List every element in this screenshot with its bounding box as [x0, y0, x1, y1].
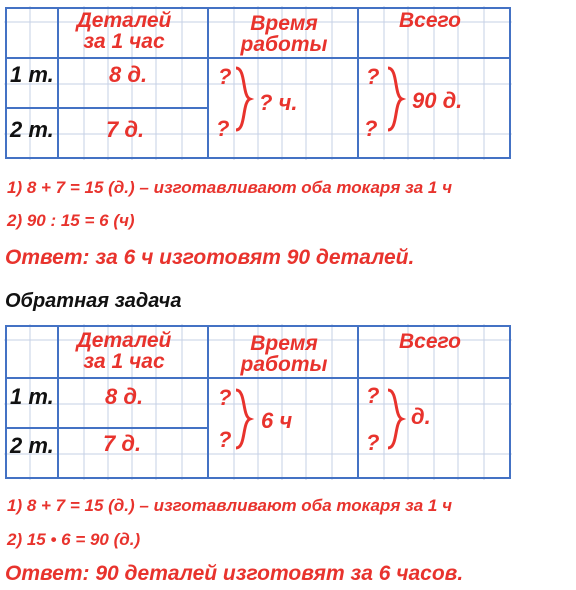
table-1-total-brace	[384, 66, 408, 132]
inverse-problem-title: Обратная задача	[5, 290, 182, 312]
problem-1-step-2: 2) 90 : 15 = 6 (ч)	[7, 211, 135, 230]
table-1-header-rate: Деталей за 1 час	[76, 9, 172, 53]
problem-1-step-1: 1) 8 + 7 = 15 (д.) – изготавливают оба токаря за 1 ч	[7, 178, 452, 197]
table-2-header-total: Всего	[398, 330, 462, 353]
table-2-row-2-time-q: ?	[218, 427, 232, 452]
table-2-total-brace	[384, 388, 408, 450]
table-2-row-1-label: 1 т.	[10, 384, 54, 409]
table-2-header-time: Время работы	[240, 332, 328, 376]
table-1-row-2-label: 2 т.	[10, 117, 54, 142]
table-1-row-2-rate: 7 д.	[106, 117, 145, 142]
table-1-row-2-total-q: ?	[364, 116, 378, 141]
table-2-row-2-total-q: ?	[366, 430, 380, 455]
table-2-row-2-label: 2 т.	[10, 433, 54, 458]
table-1-row-1-label: 1 т.	[10, 62, 54, 87]
table-1-row-1-total-q: ?	[366, 64, 380, 89]
table-2-time-combined: 6 ч	[261, 408, 293, 433]
table-1-header-total: Всего	[398, 9, 462, 32]
table-2-header-rate: Деталей за 1 час	[76, 329, 172, 373]
problem-2-answer: Ответ: 90 деталей изготовят за 6 часов.	[5, 562, 464, 585]
table-2-row-1-total-q: ?	[366, 383, 380, 408]
problem-2-step-2: 2) 15 • 6 = 90 (д.)	[7, 530, 141, 549]
table-1-total-combined: 90 д.	[412, 88, 463, 113]
table-1-time-brace	[232, 66, 256, 132]
problem-1-answer: Ответ: за 6 ч изготовят 90 деталей.	[5, 246, 415, 269]
table-2-row-2-rate: 7 д.	[103, 431, 142, 456]
table-1-row-1-rate: 8 д.	[109, 62, 148, 87]
table-2-time-brace	[232, 388, 256, 450]
table-1-row-2-time-q: ?	[216, 116, 230, 141]
table-2-row-1-time-q: ?	[218, 385, 232, 410]
table-1-time-combined: ? ч.	[259, 90, 298, 115]
problem-2-step-1: 1) 8 + 7 = 15 (д.) – изготавливают оба токаря за 1 ч	[7, 496, 452, 515]
table-2-row-1-rate: 8 д.	[105, 384, 144, 409]
table-2-total-combined: д.	[411, 404, 431, 429]
table-1-header-time: Время работы	[240, 12, 328, 56]
table-1-row-1-time-q: ?	[218, 64, 232, 89]
